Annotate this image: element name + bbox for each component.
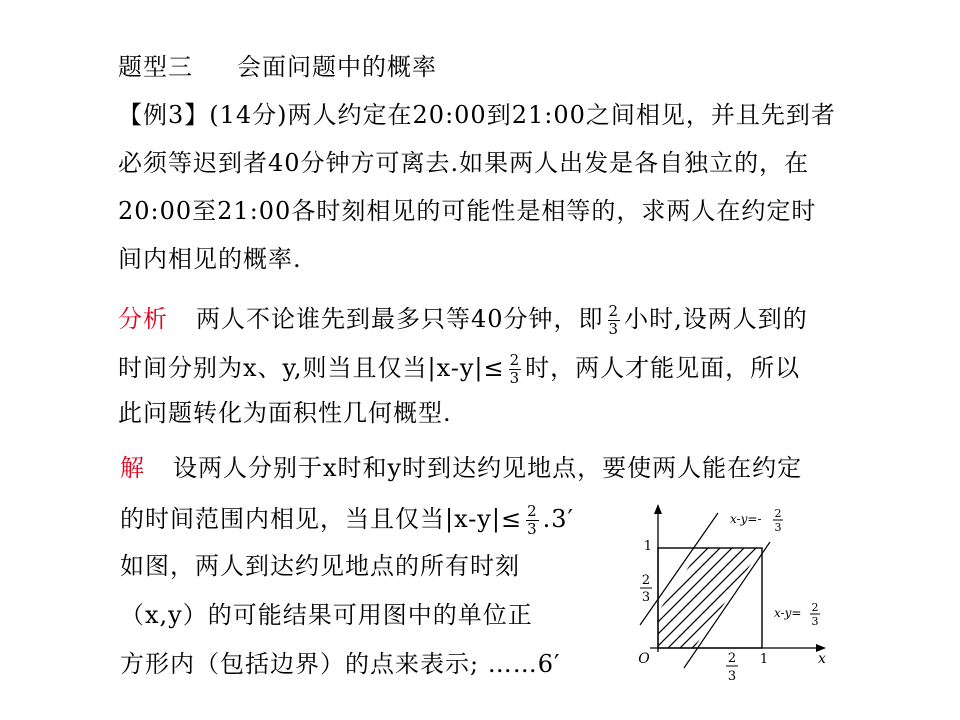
analysis-text-1a: 两人不论谁先到最多只等40分钟，即 bbox=[196, 305, 604, 333]
upper-label-frac-num: 2 bbox=[774, 507, 782, 520]
fraction-two-thirds: $\frac{2}{3}$ bbox=[509, 351, 521, 387]
analysis-text-1b: 小时,设两人到的 bbox=[624, 305, 808, 333]
y-tick-frac-num: 2 bbox=[641, 573, 651, 588]
lower-label-frac-den: 3 bbox=[811, 615, 819, 628]
fraction-two-thirds: $\frac{2}{3}$ bbox=[527, 502, 538, 538]
x-tick-frac-num: 2 bbox=[727, 651, 737, 666]
section-title: 会面问题中的概率 bbox=[237, 53, 437, 81]
x-tick-one: 1 bbox=[759, 652, 769, 667]
y-tick-frac-den: 3 bbox=[641, 590, 651, 605]
solution-line-5: 方形内（包括边界）的点来表示; ……6′ bbox=[120, 650, 561, 678]
analysis-line-2 bbox=[118, 352, 800, 387]
fraction-two-thirds: $\frac{2}{3}$ bbox=[608, 302, 620, 338]
y-tick-one: 1 bbox=[643, 539, 652, 554]
origin-label: O bbox=[638, 651, 650, 667]
unit-square-diagram bbox=[600, 500, 840, 700]
analysis-text-2b: 时，两人才能见面，所以 bbox=[525, 354, 801, 382]
analysis-text-2a: 时间分别为x、y,则当且仅当|x-y|≤ bbox=[118, 354, 505, 382]
example-line-3: 20:00至21:00各时刻相见的可能性是相等的，求两人在约定时 bbox=[118, 197, 817, 225]
x-axis-label: x bbox=[818, 651, 826, 667]
x-tick-frac-den: 3 bbox=[727, 669, 737, 684]
example-line-1: 【例3】(14分)两人约定在20:00到21:00之间相见，并且先到者 bbox=[118, 101, 836, 129]
solution-line-1 bbox=[120, 453, 802, 483]
solution-line-4: （x,y）的可能结果可用图中的单位正 bbox=[120, 601, 533, 629]
lower-label-frac-num: 2 bbox=[811, 601, 819, 614]
section-label: 题型三 bbox=[118, 53, 193, 81]
upper-label-frac-den: 3 bbox=[774, 521, 782, 534]
y-axis-arrow-icon bbox=[654, 504, 662, 514]
upper-line-label: x-y=- bbox=[730, 512, 762, 526]
analysis-line-3: 此问题转化为面积性几何概型. bbox=[118, 399, 452, 427]
analysis-line-1 bbox=[118, 303, 808, 338]
solution-text-2b: .3′ bbox=[542, 505, 574, 533]
solution-text-1: 设两人分别于x时和y时到达约见地点，要使两人能在约定 bbox=[173, 454, 803, 482]
hatched-region bbox=[658, 548, 762, 648]
example-line-2: 必须等迟到者40分钟方可离去.如果两人出发是各自独立的，在 bbox=[118, 149, 810, 177]
analysis-label: 分析 bbox=[118, 305, 168, 333]
section-heading bbox=[118, 52, 437, 82]
solution-text-2a: 的时间范围内相见，当且仅当|x-y|≤ bbox=[120, 505, 523, 533]
solution-line-2 bbox=[120, 503, 574, 538]
lower-line-label: x-y= bbox=[774, 606, 802, 620]
solution-line-3: 如图，两人到达约见地点的所有时刻 bbox=[120, 552, 520, 580]
solution-label: 解 bbox=[120, 454, 145, 482]
example-line-4: 间内相见的概率. bbox=[118, 245, 302, 273]
